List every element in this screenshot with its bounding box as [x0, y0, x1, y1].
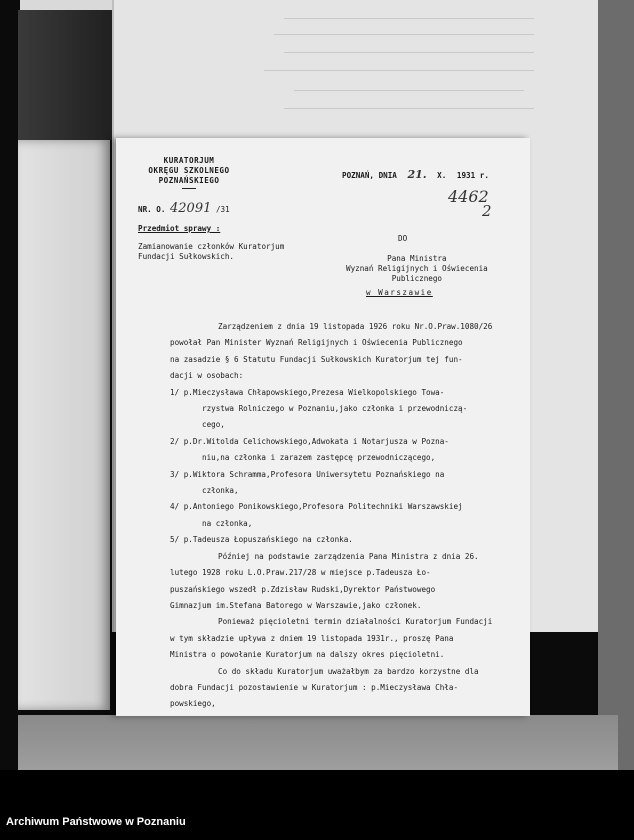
body-line: 4/ p.Antoniego Ponikowskiego,Profesora Politechniki Warszawskiej: [170, 502, 463, 512]
subject-line: Zamianowanie członków Kuratorjum: [138, 242, 285, 251]
body-line: niu,na członka i zarazem zastępcę przewodniczącego,: [202, 453, 436, 463]
body-line: lutego 1928 roku L.O.Praw.217/28 w miejsce p.Tadeusza Ło-: [170, 568, 431, 578]
body-line: puszańskiego wszedł p.Zdzisław Rudski,Dyrektor Państwowego: [170, 584, 436, 594]
addressee-line: Pana Ministra: [387, 254, 447, 263]
date-month: X.: [437, 171, 447, 180]
body-line: Ponieważ pięcioletni termin działalności Kuratorjum Fundacji: [218, 617, 493, 627]
body-line: dobra Fundacji pozostawienie w Kuratorjum : p.Mieczysława Chła-: [170, 682, 459, 692]
subject: [138, 242, 284, 262]
addressee-line: Publicznego: [391, 274, 443, 283]
body-line: na zasadzie § 6 Statutu Fundacji Sułkowskich Kuratorjum tej fun-: [170, 354, 463, 364]
body-line: cego,: [202, 420, 225, 430]
archive-name: Archiwum Państwowe w Poznaniu: [6, 816, 186, 828]
body-line: na członka,: [202, 518, 253, 528]
place-date: [342, 170, 495, 181]
body-line: Później na podstawie zarządzenia Pana Ministra z dnia 26.: [218, 551, 479, 561]
left-sheet: [18, 140, 110, 710]
letter-page: [116, 138, 530, 716]
subject-label: Przedmiot sprawy :: [138, 224, 221, 233]
body-line: w tym składzie upływa z dniem 19 listopada 1931r., proszę Pana: [170, 633, 454, 643]
dark-background: [18, 10, 113, 140]
archive-mark: 4462: [448, 187, 489, 206]
body-line: 5/ p.Tadeusza Łopuszańskiego na członka.: [170, 535, 353, 545]
letter-body: [170, 319, 526, 713]
letterhead-line: POZNAŃSKIEGO: [158, 176, 220, 185]
body-line: rzystwa Rolniczego w Poznaniu,jako członka i przewodniczą-: [202, 404, 468, 414]
date-day: 21.: [407, 168, 427, 181]
body-line: Ministra o powołanie Kuratorjum na dalszy okres pięcioletni.: [170, 650, 445, 660]
body-line: członka,: [202, 486, 239, 496]
letterhead-line: KURATORJUM: [163, 156, 215, 165]
body-line: 2/ p.Dr.Witolda Celichowskiego,Adwokata i Notarjusza w Pozna-: [170, 436, 449, 446]
ref-prefix: NR. O.: [138, 205, 166, 214]
ref-suffix: /31: [215, 205, 230, 214]
addressee-line: Wyznań Religijnych i Oświecenia: [346, 264, 488, 273]
ref-number: 42091: [170, 201, 212, 216]
do-label: DO: [398, 234, 408, 243]
body-line: 1/ p.Mieczysława Chłapowskiego,Prezesa Wielkopolskiego Towa-: [170, 387, 445, 397]
letterhead: [134, 156, 244, 189]
place-label: POZNAŃ, DNIA: [342, 171, 397, 180]
archive-mark-2: 2: [482, 202, 492, 220]
footer: [0, 770, 634, 840]
body-line: Gimnazjum im.Stefana Batorego w Warszawie,jako członek.: [170, 600, 422, 610]
reference-number: [138, 201, 230, 216]
body-line: dacji w osobach:: [170, 371, 244, 381]
right-edge: [598, 0, 634, 770]
body-line: Co do składu Kuratorjum uważałbym za bardzo korzystne dla: [218, 666, 479, 676]
body-line: 3/ p.Wiktora Schramma,Profesora Uniwersytetu Poznańskiego na: [170, 469, 445, 479]
body-line: Zarządzeniem z dnia 19 listopada 1926 roku Nr.O.Praw.1080/26: [218, 322, 493, 331]
subject-line: Fundacji Sułkowskich.: [138, 252, 235, 261]
city: w Warszawie: [366, 288, 433, 297]
letterhead-rule: [182, 188, 196, 189]
body-line: powskiego,: [170, 699, 216, 709]
addressee: [346, 254, 488, 284]
date-year: 1931 r.: [456, 171, 489, 180]
letterhead-line: OKRĘGU SZKOLNEGO: [148, 166, 230, 175]
bottom-strip: [18, 715, 618, 770]
body-line: powołał Pan Minister Wyznań Religijnych i Oświecenia Publicznego: [170, 338, 463, 348]
